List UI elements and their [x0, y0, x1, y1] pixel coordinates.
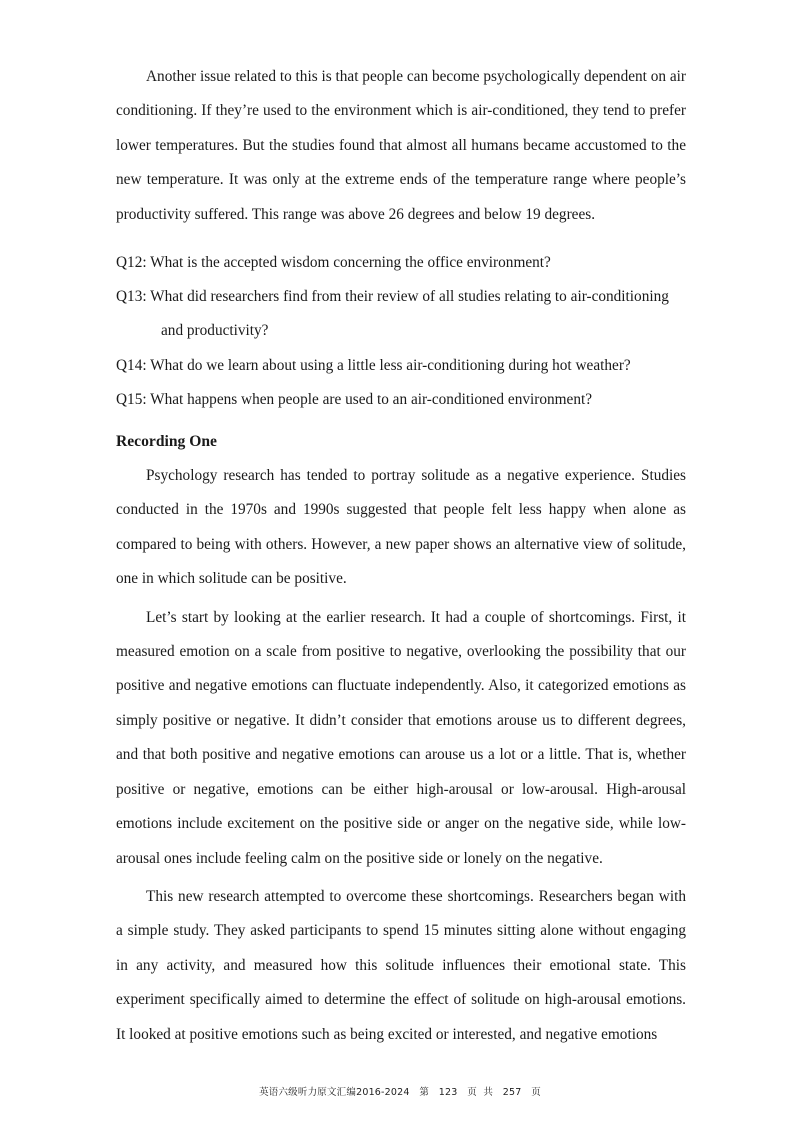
document-body: [116, 60, 686, 1052]
footer-title: 英语六级听力原文汇编2016-2024: [259, 1087, 410, 1098]
footer-page-prefix: 第: [419, 1087, 430, 1098]
footer-page-number: 123: [438, 1087, 458, 1098]
paragraph: Psychology research has tended to portray solitude as a negative experience. Studies conducted in the 1970s and 1990s suggested that people felt less happy when alone as compared to being with others. However, a new paper shows an alternative view of solitude, one in which solitude can be positive.: [116, 467, 686, 588]
paragraph: Let’s start by looking at the earlier research. It had a couple of shortcomings. First, it measured emotion on a scale from positive to negative, overlooking the possibility that our positive and negative emotions can fluctuate independently. Also, it categorized emotions as simply positive or negative. It didn’t consider that emotions arouse us to different degrees, and that both positive and negative emotions can arouse us a lot or a little. That is, whether positive or negative, emotions can be either high-arousal or low-arousal. High-arousal emotions include excitement on the positive side or anger on the negative side, while low-arousal ones include feeling calm on the positive side or lonely on the negative.: [116, 608, 686, 867]
question-item: Q12: What is the accepted wisdom concerning the office environment?: [116, 254, 551, 272]
paragraph: Another issue related to this is that people can become psychologically dependent on air conditioning. If they’re used to the environment which is air-conditioned, they tend to prefer lower temperatures. But the studies found that almost all humans became accustomed to the new temperature. It was only at the extreme ends of the temperature range where people’s productivity suffered. This range was above 26 degrees and below 19 degrees.: [116, 68, 686, 223]
footer-page-suffix: 页: [531, 1087, 541, 1098]
page-footer: [0, 1084, 800, 1098]
footer-total-pages: 257: [502, 1087, 522, 1098]
question-item: Q14: What do we learn about using a little less air-conditioning during hot weather?: [116, 356, 631, 374]
question-item: Q15: What happens when people are used to an air-conditioned environment?: [116, 390, 593, 408]
question-item: Q13: What did researchers find from their review of all studies relating to air-conditioning and productivity?: [116, 288, 669, 340]
section-heading: Recording One: [116, 433, 217, 451]
question-list: [116, 246, 686, 417]
paragraph: This new research attempted to overcome these shortcomings. Researchers began with a simple study. They asked participants to spend 15 minutes sitting alone without engaging in any activity, and measured how this solitude influences their emotional state. This experiment specifically aimed to determine the effect of solitude on high-arousal emotions. It looked at positive emotions such as being excited or interested, and negative emotions: [116, 887, 686, 1043]
footer-page-mid: 页 共: [467, 1087, 494, 1098]
